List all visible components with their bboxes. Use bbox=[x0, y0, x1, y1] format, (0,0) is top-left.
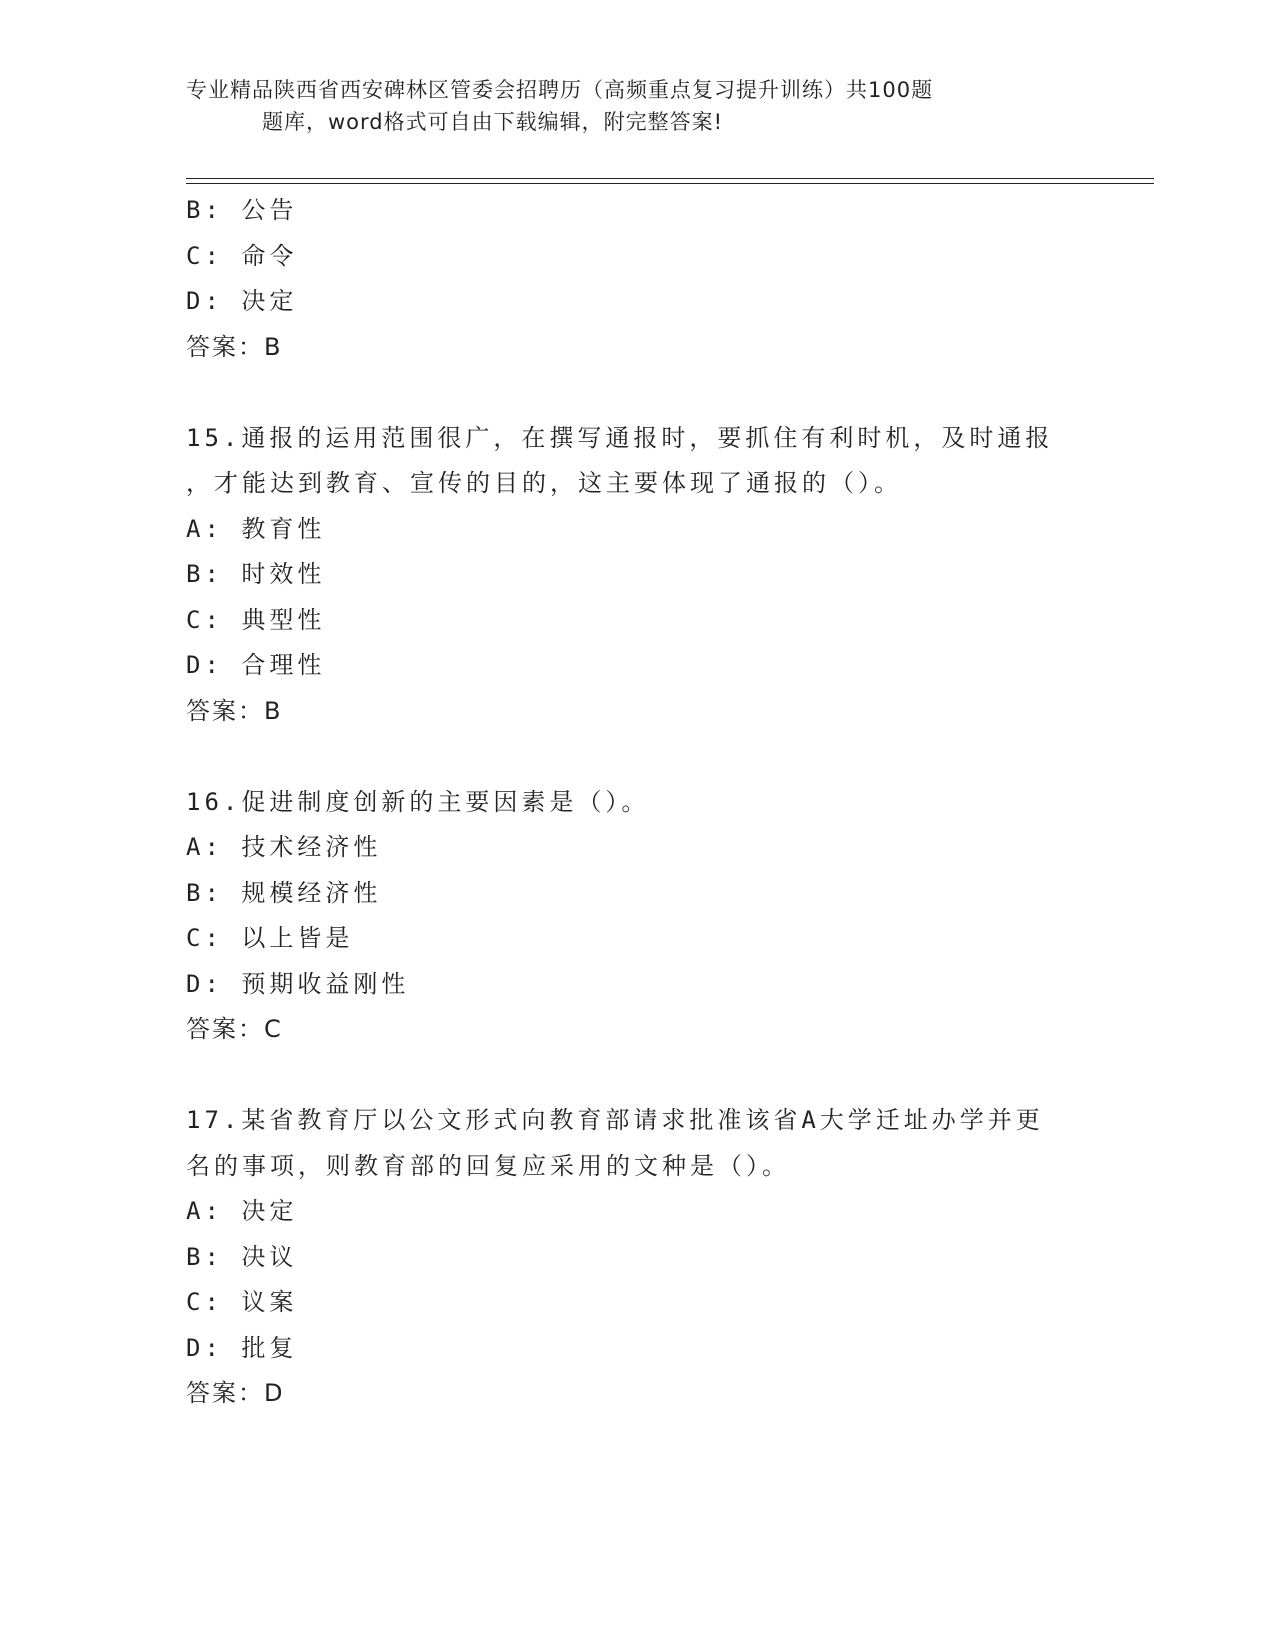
option-a: A: 决定 bbox=[186, 1197, 298, 1225]
answer-line: 答案：D bbox=[186, 1379, 285, 1407]
header-rule-top bbox=[186, 178, 1154, 179]
spacer bbox=[186, 1053, 1086, 1099]
spacer bbox=[186, 734, 1086, 780]
option-c: C: 典型性 bbox=[186, 605, 326, 634]
question-stem-line: 17.某省教育厅以公文形式向教育部请求批准该省A大学迁址办学并更 bbox=[186, 1106, 1044, 1134]
question-list bbox=[186, 188, 1086, 1417]
option-d: D: 批复 bbox=[186, 1333, 298, 1362]
header-title-line-2: 题库，word格式可自由下载编辑，附完整答案! bbox=[262, 110, 724, 134]
option-d: D: 预期收益刚性 bbox=[186, 969, 410, 998]
answer-line: 答案：B bbox=[186, 696, 283, 725]
header-rule-bottom bbox=[186, 183, 1154, 184]
question-15 bbox=[186, 416, 1086, 735]
question-stem-line: 16.促进制度创新的主要因素是（）。 bbox=[186, 787, 650, 816]
option-c: C: 命令 bbox=[186, 241, 298, 270]
question-14-tail bbox=[186, 188, 1086, 370]
question-16 bbox=[186, 780, 1086, 1053]
option-c: C: 议案 bbox=[186, 1288, 298, 1316]
spacer bbox=[186, 370, 1086, 416]
option-b: B: 公告 bbox=[186, 196, 298, 224]
option-b: B: 规模经济性 bbox=[186, 878, 382, 907]
option-a: A: 教育性 bbox=[186, 514, 326, 543]
option-d: D: 合理性 bbox=[186, 651, 326, 679]
question-stem-line: ，才能达到教育、宣传的目的，这主要体现了通报的（）。 bbox=[186, 469, 902, 497]
option-b: B: 时效性 bbox=[186, 560, 326, 588]
option-c: C: 以上皆是 bbox=[186, 924, 354, 952]
question-17 bbox=[186, 1098, 1086, 1417]
answer-line: 答案：B bbox=[186, 332, 283, 361]
header-title-line-1: 专业精品陕西省西安碑林区管委会招聘历（高频重点复习提升训练）共100题 bbox=[186, 78, 934, 102]
option-a: A: 技术经济性 bbox=[186, 833, 382, 861]
question-stem-line: 名的事项，则教育部的回复应采用的文种是（）。 bbox=[186, 1151, 790, 1180]
answer-line: 答案：C bbox=[186, 1015, 283, 1043]
option-b: B: 决议 bbox=[186, 1242, 298, 1271]
document-header bbox=[186, 74, 1086, 138]
question-stem-line: 15.通报的运用范围很广，在撰写通报时，要抓住有利时机，及时通报 bbox=[186, 423, 1054, 452]
option-d: D: 决定 bbox=[186, 287, 298, 315]
